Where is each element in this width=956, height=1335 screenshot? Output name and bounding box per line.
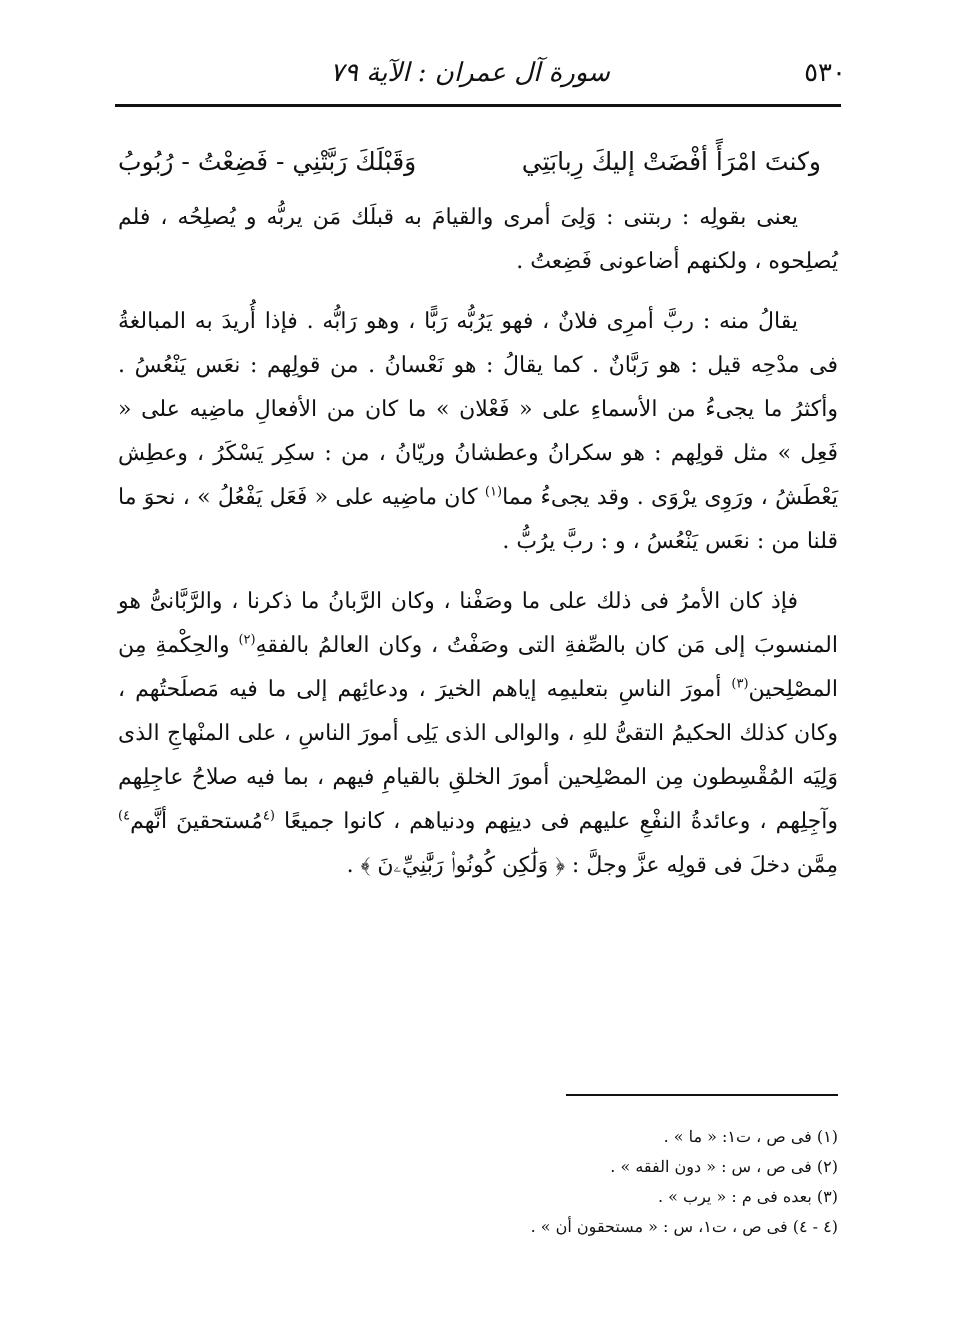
verse-first-hemistich: وكنتَ امْرَأً أفْضَتْ إليكَ رِبابَتِي — [521, 146, 821, 176]
paragraph-text: أمورَ الناسِ بتعليمِه إياهم الخيرَ ، ودعائِهم إلى ما فيه مَصلَحتُهم ، وكان كذلك الحكيمُ التقىُّ للهِ ، والوالى الذى يَلِى أمورَ الناسِ ، على المنْهاجِ الذى وَلِيَه المُقْسِطون مِن المصْلِحين أمورَ الخلقِ بالقيامِ فيهم ، بما فيه صلاحُ عاجِلِهم وآجِلِهم ، وعائدةُ النفْعِ عليهم فى دينِهم ودنياهم ، كانوا جميعًا — [118, 677, 838, 834]
footnote-marker: (١) — [484, 484, 503, 500]
footnote: (٣) بعده فى م : « يرب » . — [657, 1187, 838, 1206]
paragraph — [118, 580, 838, 888]
footnote: (١) فى ص ، ت١: « ما » . — [663, 1127, 838, 1146]
paragraph-text: كان ماضِيه على « فَعَل يَفْعُلُ » ، نحوَ ما قلنا من : نعَس يَنْعُسُ ، و : ربَّ يرُبُّ . — [118, 485, 838, 554]
footnote-marker: (٢) — [238, 632, 256, 648]
page-number: ٥٣٠ — [804, 58, 846, 88]
paragraph-text: يعنى بقولِه : ربتنى : وَلِىَ أمرى والقيامَ به قبلَك مَن يربُّه و يُصلِحُه ، فلم يُصلِحوه ، ولكنهم أضاعونى فَضِعتُ . — [118, 205, 838, 274]
footnote-rule — [566, 1094, 838, 1096]
footnote-marker: (٤ — [262, 808, 275, 824]
header-rule — [115, 104, 841, 107]
footnote: (٤ - ٤) فى ص ، ت١، س : « مستحقون أن » . — [530, 1217, 838, 1236]
footnotes — [300, 1122, 838, 1242]
paragraph-text: مُستحقينَ أنَّهم — [130, 809, 263, 834]
paragraph-text: والحِكْمةِ مِن المصْلِحين — [118, 633, 838, 702]
footnote-marker: ٤) — [118, 808, 131, 824]
page-header — [110, 48, 846, 98]
footnote-marker: (٣) — [731, 676, 749, 692]
paragraph-text: يقالُ منه : ربَّ أمرِى فلانٌ ، فهو يَرُبُّه رَبًّا ، وهو رَابُّه . فإذا أُريدَ به المبالغةُ فى مدْحِه قيل : هو رَبَّانٌ . كما يقالُ : هو نَعْسانُ . من قولِهم : نعَس يَنْعُسُ . وأكثرُ ما يجىءُ من الأسماءِ على « فَعْلان » ما كان من الأفعالِ ماضِيه على « فَعِل » مثل قولِهم : هو سكرانُ وعطشانُ وريّانُ ، من : سكِر يَسْكَرُ ، وعطِش يَعْطَشُ ، ورَوِى يرْوَى . وقد يجىءُ مما — [118, 309, 838, 510]
footnote: (٢) فى ص ، س : « دون الفقه » . — [610, 1157, 838, 1176]
paragraph-text: مِمَّن دخلَ فى قولِه عزَّ وجلَّ : ﴿ وَلَٰكِن كُونُوا۟ رَبَّٰنِيِّۦنَ ﴾ . — [346, 853, 838, 878]
main-text — [118, 196, 838, 888]
paragraph-text: فإذ كان الأمرُ فى ذلك على ما وصَفْنا ، وكان الرَّبانُ ما ذكرنا ، والرَّبَّانىُّ هو المنسوبَ إلى مَن كان بالصِّفةِ التى وصَفْتُ ، وكان العالمُ بالفقهِ — [118, 589, 838, 658]
paragraph — [118, 300, 838, 564]
verse-second-hemistich: وَقَبْلَكَ رَبَّتْنِي - فَضِعْتُ - رُبُوبُ — [118, 146, 417, 176]
running-title: سورة آل عمران : الآية ٧٩ — [330, 58, 610, 88]
paragraph — [118, 196, 838, 284]
poetry-verse — [118, 132, 821, 190]
